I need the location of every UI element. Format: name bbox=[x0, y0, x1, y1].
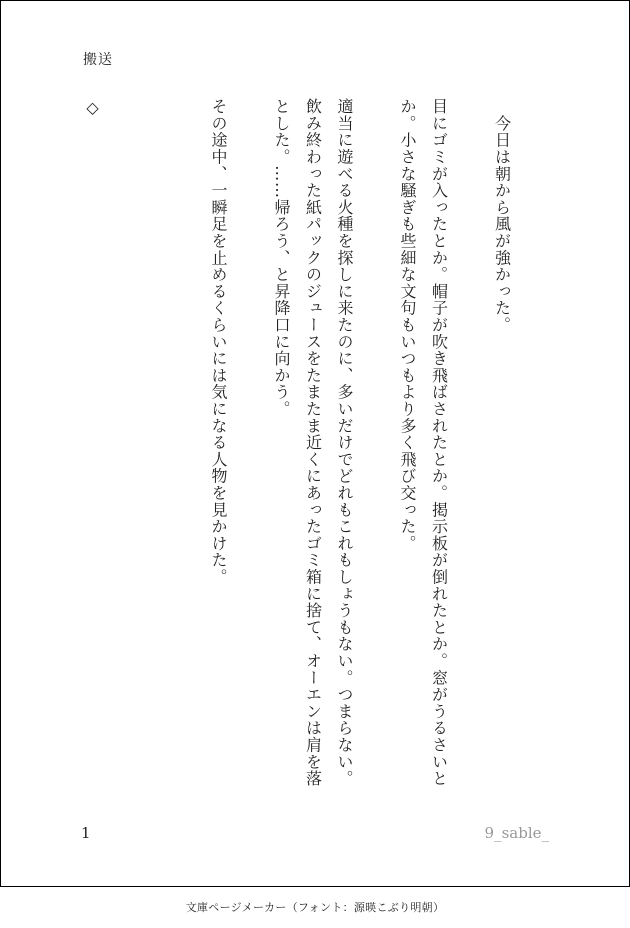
page-title: 搬送 bbox=[83, 52, 113, 68]
section-break-diamond: ◇ bbox=[83, 98, 102, 118]
author-credit: 9_sable_ bbox=[484, 824, 549, 842]
paragraph: 目にゴミが入ったとか。帽子が吹き飛ばされたとか。掲示板が倒れたとか。窓がうるさいとか。小さな騒ぎも些細な文句もいつもより多く飛び交った。 bbox=[398, 98, 449, 787]
paragraph: 適当に遊べる火種を探しに来たのに、多いだけでどれもこれもしょうもない。つまらない。飲み終わった紙パックのジュースをたまたま近くにあったゴミ箱に捨て、オーエンは肩を落とした。……帰ろう、と昇降口に向かう。 bbox=[272, 98, 354, 787]
footer-caption: 文庫ページメーカー（フォント：源暎こぶり明朝） bbox=[185, 901, 445, 914]
blank-line bbox=[14, 98, 46, 798]
blank-line bbox=[140, 98, 172, 798]
paragraph: 今日は朝から風が強かった。 bbox=[492, 98, 512, 334]
story-text bbox=[0, 98, 549, 798]
page-number: 1 bbox=[81, 824, 91, 842]
paragraph: その途中、一瞬足を止めるくらいには気になる人物を見かけた。 bbox=[209, 98, 228, 586]
